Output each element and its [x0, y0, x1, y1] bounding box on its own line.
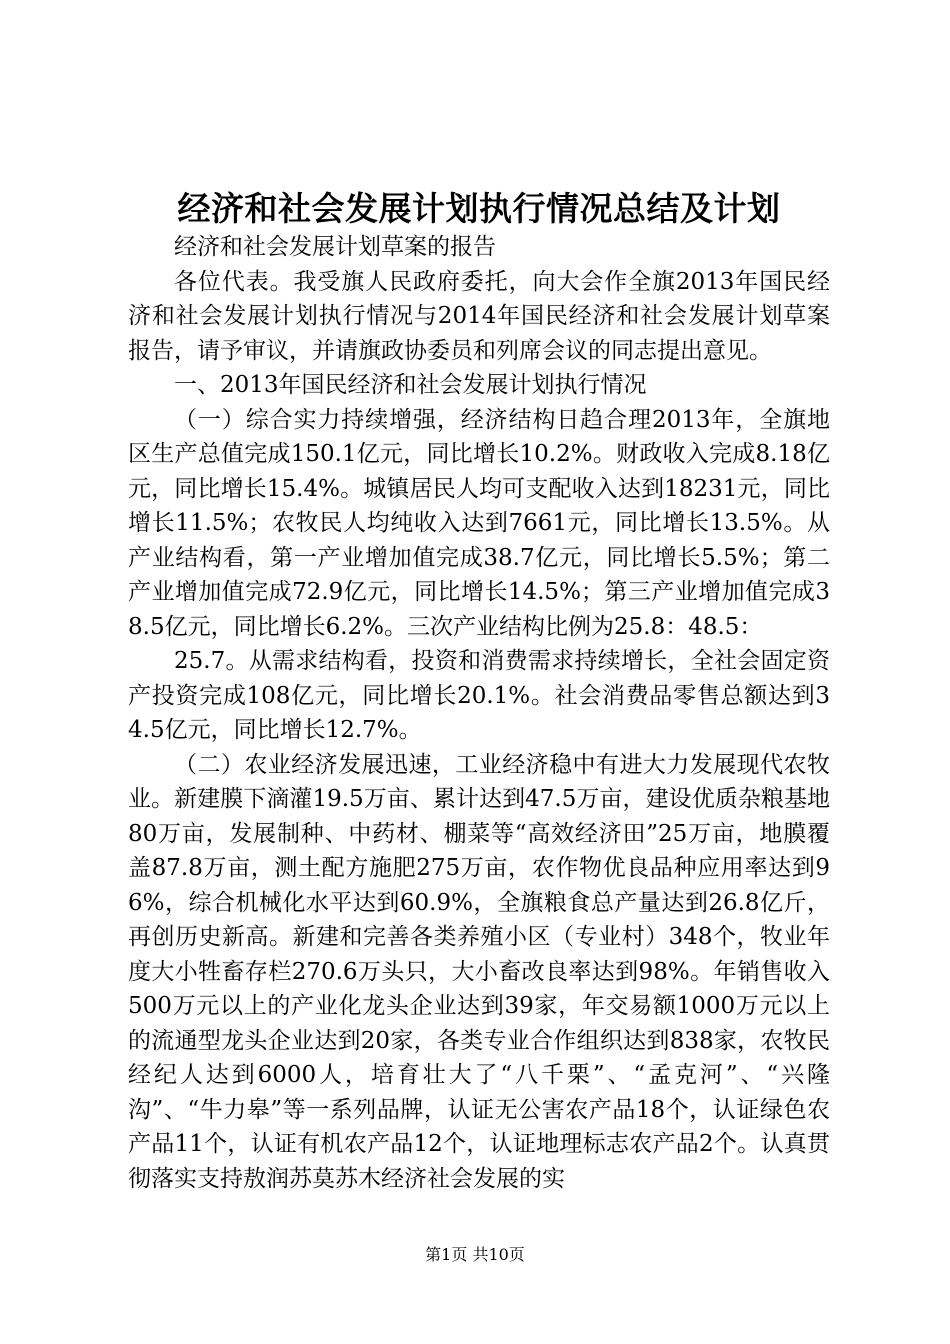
page-number: 第1页 共10页	[425, 1245, 525, 1264]
paragraph-demand-structure: 25.7。从需求结构看，投资和消费需求持续增长，全社会固定资产投资完成108亿元，同比增长20.1%。社会消费品零售总额达到34.5亿元，同比增长12.7%。	[128, 648, 830, 743]
report-subtitle: 经济和社会发展计划草案的报告	[174, 234, 496, 260]
section-heading: 一、2013年国民经济和社会发展计划执行情况	[174, 372, 647, 398]
paragraph-overall-strength: （一）综合实力持续增强，经济结构日趋合理2013年，全旗地区生产总值完成150.1亿元，同比增长10.2%。财政收入完成8.18亿元，同比增长15.4%。城镇居民人均可支配收入达到18231元，同比增长11.5%；农牧民人均纯收入达到7661元，同比增长13.5%。从产业结构看，第一产业增加值完成38.7亿元，同比增长5.5%；第二产业增加值完成72.9亿元，同比增长14.5%；第三产业增加值完成38.5亿元，同比增长6.2%。三次产业结构比例为25.8：48.5：	[128, 406, 830, 640]
document-body	[128, 230, 830, 1196]
document-title: 经济和社会发展计划执行情况总结及计划	[177, 189, 781, 228]
paragraph-agriculture: （二）农业经济发展迅速，工业经济稳中有进大力发展现代农牧业。新建膜下滴灌19.5万亩、累计达到47.5万亩，建设优质杂粮基地80万亩，发展制种、中药材、棚菜等“高效经济田”25万亩，地膜覆盖87.8万亩，测土配方施肥275万亩，农作物优良品种应用率达到96%，综合机械化水平达到60.9%，全旗粮食总产量达到26.8亿斤，再创历史新高。新建和完善各类养殖小区（专业村）348个，牧业年度大小牲畜存栏270.6万头只，大小畜改良率达到98%。年销售收入500万元以上的产业化龙头企业达到39家，年交易额1000万元以上的流通型龙头企业达到20家，各类专业合作组织达到838家，农牧民经纪人达到6000人，培育壮大了“八千栗”、“孟克河”、“兴隆沟”、“牛力皋”等一系列品牌，认证无公害农产品18个，认证绿色农产品11个，认证有机农产品12个，认证地理标志农产品2个。认真贯彻落实支持敖润苏莫苏木经济社会发展的实	[128, 751, 830, 1192]
paragraph-opening: 各位代表。我受旗人民政府委托，向大会作全旗2013年国民经济和社会发展计划执行情况与2014年国民经济和社会发展计划草案报告，请予审议，并请旗政协委员和列席会议的同志提出意见。	[128, 268, 830, 364]
